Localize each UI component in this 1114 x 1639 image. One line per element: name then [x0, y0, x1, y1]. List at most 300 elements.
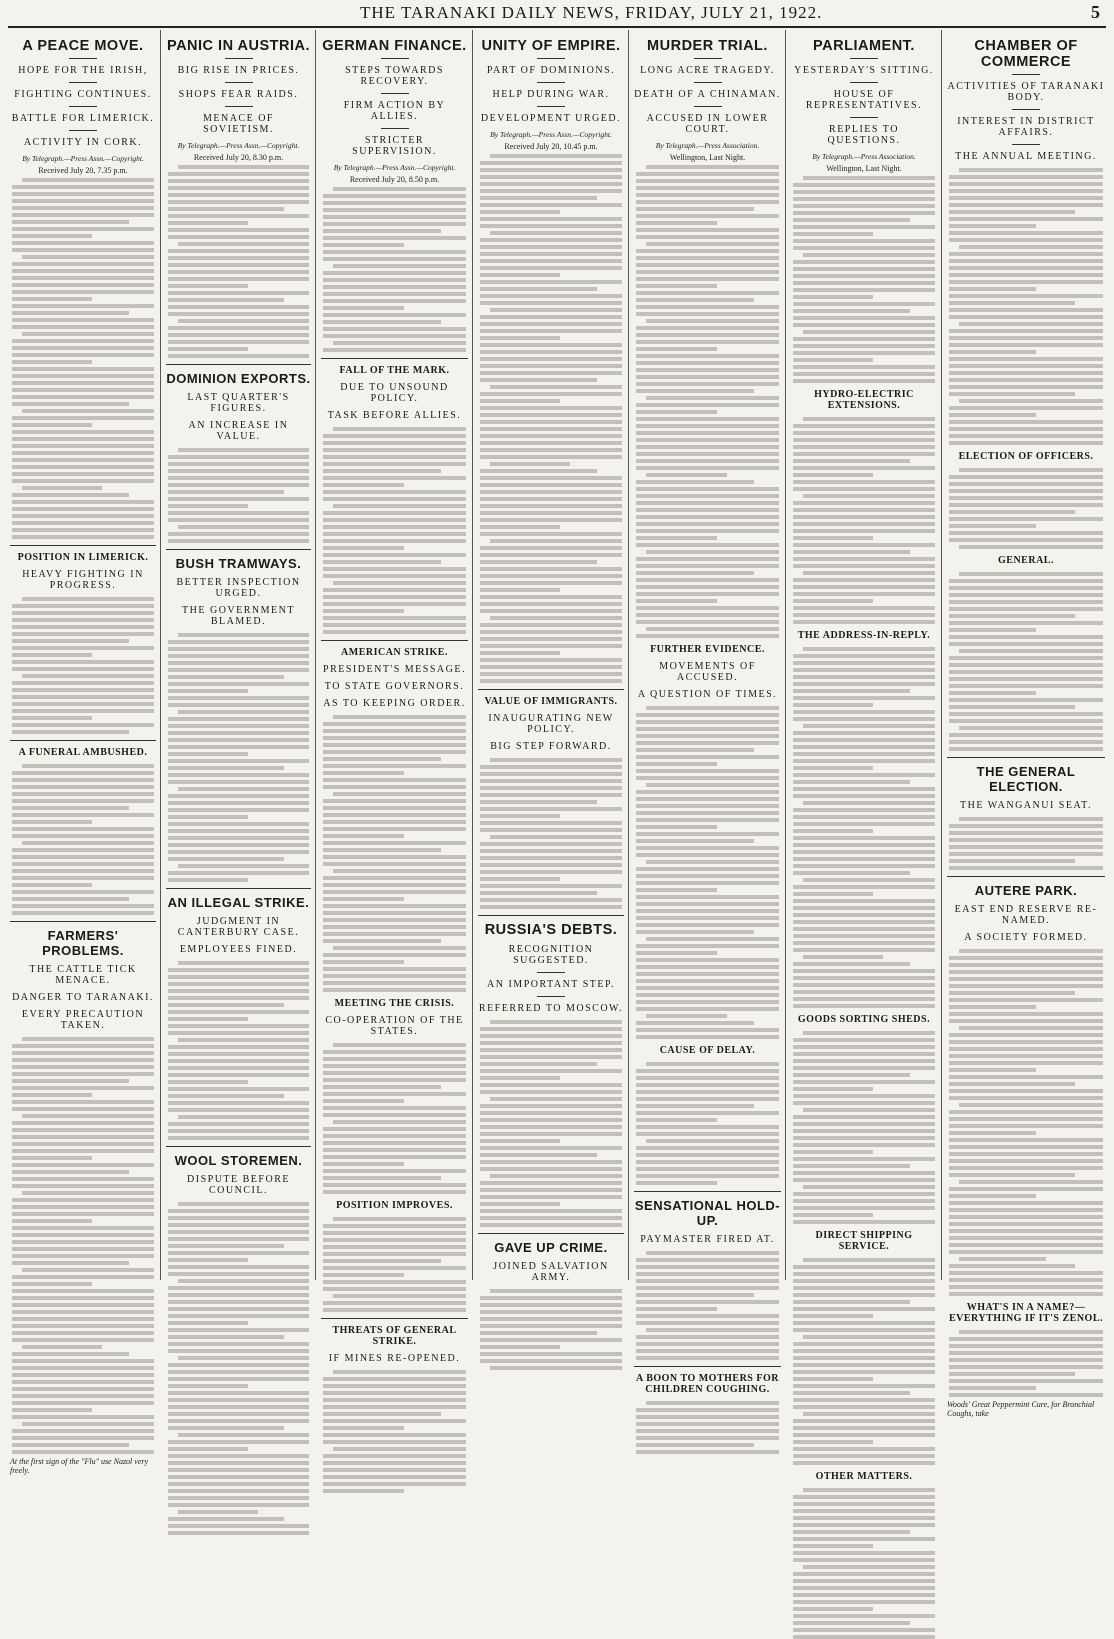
- text-line: [793, 564, 935, 568]
- text-line: [168, 1482, 309, 1486]
- text-line: [168, 668, 309, 672]
- text-line: [636, 1000, 779, 1004]
- text-line: [949, 831, 1103, 835]
- text-line: [949, 1089, 1103, 1093]
- text-line: [323, 1183, 466, 1187]
- headline: CHAMBER OF COMMERCE: [974, 38, 1078, 70]
- text-line: [636, 480, 754, 484]
- text-line: [323, 799, 466, 803]
- text-line: [480, 595, 622, 599]
- text-line: [12, 1065, 154, 1069]
- text-line: [480, 1310, 622, 1314]
- text-line: [793, 1115, 935, 1119]
- text-line: [793, 899, 935, 903]
- text-line: [636, 790, 779, 794]
- text-line: [178, 1279, 309, 1283]
- text-line: [949, 538, 1103, 542]
- text-line: [323, 1155, 466, 1159]
- text-line: [793, 864, 935, 868]
- text-line: [168, 1419, 309, 1423]
- text-line: [323, 1134, 466, 1138]
- text-line: [480, 301, 622, 305]
- text-line: [480, 863, 622, 867]
- deck: INTEREST IN DISTRICT AFFAIRS.: [957, 116, 1095, 138]
- text-line: [12, 1282, 92, 1286]
- text-line: [480, 427, 622, 431]
- text-line: [949, 315, 1103, 319]
- text-line: [168, 284, 248, 288]
- section-sub: DISPUTE BEFORE COUNCIL.: [187, 1174, 290, 1196]
- text-line: [12, 890, 154, 894]
- text-line: [12, 862, 154, 866]
- text-line: [636, 1125, 779, 1129]
- text-line: [323, 539, 466, 543]
- deck: BATTLE FOR LIMERICK.: [11, 113, 155, 124]
- text-line: [12, 855, 154, 859]
- text-line: [949, 203, 1103, 207]
- text-line: [480, 497, 622, 501]
- deck: MENACE OF SOVIETISM.: [202, 113, 274, 135]
- text-line: [949, 1337, 1103, 1341]
- text-line: [959, 572, 1103, 576]
- text-line: [793, 1150, 873, 1154]
- text-line: [793, 829, 873, 833]
- text-line: [480, 574, 622, 578]
- text-line: [12, 911, 154, 915]
- text-line: [178, 1115, 309, 1119]
- deck: YESTERDAY'S SITTING.: [794, 65, 934, 76]
- text-line: [168, 326, 309, 330]
- text-line: [636, 599, 717, 603]
- section-sub: THE WANGANUI SEAT.: [960, 800, 1092, 811]
- text-line: [636, 536, 717, 540]
- text-line: [636, 459, 779, 463]
- text-line: [480, 772, 622, 776]
- text-line: [480, 1324, 622, 1328]
- text-line: [793, 1593, 935, 1597]
- text-line: [333, 581, 466, 585]
- text-line: [323, 1287, 466, 1291]
- text-line: [323, 1050, 466, 1054]
- text-line: [793, 1509, 935, 1513]
- text-line: [12, 1233, 154, 1237]
- text-line: [12, 1247, 154, 1251]
- text-line: [793, 871, 910, 875]
- article-body: [478, 154, 624, 683]
- text-line: [168, 1342, 309, 1346]
- text-line: [793, 515, 935, 519]
- text-line: [636, 804, 779, 808]
- text-line: [323, 271, 466, 275]
- text-line: [323, 448, 466, 452]
- text-line: [12, 241, 154, 245]
- text-line: [168, 696, 309, 700]
- text-line: [793, 351, 935, 355]
- column-divider: [160, 30, 161, 1280]
- section-sub: RECOGNITION SUGGESTED.: [508, 944, 594, 966]
- text-line: [949, 1012, 1103, 1016]
- text-line: [22, 332, 154, 336]
- text-line: [323, 292, 466, 296]
- text-line: [12, 374, 154, 378]
- text-line: [168, 871, 309, 875]
- text-line: [480, 828, 622, 832]
- text-line: [803, 1185, 935, 1189]
- text-line: [12, 269, 154, 273]
- text-line: [636, 720, 779, 724]
- text-line: [480, 786, 622, 790]
- text-line: [323, 981, 466, 985]
- text-line: [636, 592, 779, 596]
- text-line: [636, 172, 779, 176]
- text-line: [949, 1358, 1103, 1362]
- text-line: [949, 489, 1103, 493]
- text-line: [480, 884, 622, 888]
- text-line: [12, 730, 129, 734]
- text-line: [636, 748, 754, 752]
- text-line: [323, 750, 466, 754]
- text-line: [12, 283, 154, 287]
- text-line: [636, 501, 779, 505]
- text-line: [333, 1120, 466, 1124]
- text-line: [646, 319, 779, 323]
- text-line: [636, 727, 779, 731]
- text-line: [178, 633, 309, 637]
- text-line: [168, 975, 309, 979]
- text-line: [323, 602, 466, 606]
- text-line: [793, 1038, 935, 1042]
- text-line: [793, 1206, 935, 1210]
- deck: HOUSE OF REPRESENTATIVES.: [805, 89, 923, 111]
- text-line: [636, 508, 779, 512]
- text-line: [636, 1160, 779, 1164]
- text-line: [168, 497, 309, 501]
- text-line: [12, 660, 154, 664]
- text-line: [949, 607, 1103, 611]
- text-line: [323, 1231, 466, 1235]
- text-line: [480, 1202, 560, 1206]
- text-line: [323, 1301, 466, 1305]
- text-line: [793, 613, 935, 617]
- text-line: [949, 593, 1103, 597]
- text-line: [168, 1454, 309, 1458]
- text-line: [480, 1118, 622, 1122]
- text-line: [949, 364, 1103, 368]
- text-line: [636, 1035, 779, 1039]
- text-line: [480, 1139, 560, 1143]
- text-line: [168, 829, 309, 833]
- text-line: [793, 585, 935, 589]
- text-line: [168, 738, 309, 742]
- deck: PART OF DOMINIONS.: [486, 65, 616, 76]
- text-line: [636, 965, 779, 969]
- text-line: [12, 1254, 154, 1258]
- text-line: [168, 857, 284, 861]
- text-line: [323, 904, 466, 908]
- text-line: [793, 1307, 935, 1311]
- advert-note: At the first sign of the "Flu" use Nazol very freely.: [10, 1457, 149, 1475]
- text-line: [793, 480, 935, 484]
- text-line: [793, 843, 935, 847]
- text-line: [793, 1551, 935, 1555]
- text-line: [323, 890, 466, 894]
- headline: MURDER TRIAL.: [647, 38, 768, 54]
- text-line: [12, 472, 154, 476]
- text-line: [949, 510, 1075, 514]
- text-line: [646, 165, 779, 169]
- text-line: [636, 979, 779, 983]
- text-line: [949, 308, 1103, 312]
- text-line: [168, 340, 309, 344]
- text-line: [636, 494, 779, 498]
- text-line: [168, 850, 309, 854]
- section-title: AMERICAN STRIKE.: [341, 647, 448, 658]
- text-line: [323, 455, 466, 459]
- text-line: [636, 776, 779, 780]
- text-line: [333, 187, 466, 191]
- text-line: [793, 302, 935, 306]
- text-line: [636, 1307, 717, 1311]
- text-line: [480, 800, 597, 804]
- text-line: [323, 757, 441, 761]
- article-body: [947, 168, 1105, 445]
- text-line: [12, 1219, 92, 1223]
- text-line: [636, 270, 779, 274]
- text-line: [323, 1454, 466, 1458]
- text-line: [168, 640, 309, 644]
- text-line: [178, 525, 309, 529]
- text-line: [168, 1524, 309, 1528]
- article-body: [166, 165, 311, 358]
- text-line: [480, 1216, 622, 1220]
- text-line: [636, 403, 779, 407]
- text-line: [949, 266, 1103, 270]
- text-line: [323, 327, 466, 331]
- text-line: [168, 291, 309, 295]
- text-line: [12, 827, 154, 831]
- text-line: [12, 771, 154, 775]
- deck: ACTIVITY IN CORK.: [23, 137, 143, 148]
- text-line: [636, 1408, 779, 1412]
- deck: HOPE FOR THE IRISH,: [18, 65, 148, 76]
- text-line: [480, 1146, 622, 1150]
- text-line: [636, 1028, 779, 1032]
- text-line: [793, 941, 935, 945]
- text-line: [949, 970, 1103, 974]
- text-line: [12, 688, 154, 692]
- text-line: [168, 731, 309, 735]
- text-line: [793, 1363, 935, 1367]
- text-line: [480, 779, 622, 783]
- text-line: [168, 654, 309, 658]
- text-line: [949, 1159, 1103, 1163]
- column-divider: [472, 30, 473, 1280]
- text-line: [636, 1111, 779, 1115]
- text-line: [12, 465, 154, 469]
- text-line: [949, 677, 1103, 681]
- text-line: [490, 1289, 622, 1293]
- text-line: [636, 277, 779, 281]
- text-line: [168, 333, 309, 337]
- text-line: [949, 524, 1036, 528]
- text-line: [480, 1090, 622, 1094]
- article-body: [791, 1488, 937, 1639]
- text-line: [168, 455, 309, 459]
- text-line: [178, 1202, 309, 1206]
- text-line: [12, 1415, 154, 1419]
- text-line: [793, 1279, 935, 1283]
- text-line: [168, 1286, 309, 1290]
- text-line: [949, 259, 1103, 263]
- text-line: [323, 1384, 466, 1388]
- text-line: [636, 333, 779, 337]
- text-line: [323, 764, 466, 768]
- text-line: [168, 1244, 284, 1248]
- text-line: [793, 1600, 935, 1604]
- text-line: [168, 221, 248, 225]
- article-body: [10, 178, 156, 539]
- text-line: [480, 266, 622, 270]
- text-line: [168, 1300, 309, 1304]
- text-line: [12, 1324, 154, 1328]
- text-line: [12, 1380, 154, 1384]
- text-line: [646, 627, 779, 631]
- text-line: [480, 623, 622, 627]
- text-line: [793, 1495, 935, 1499]
- text-line: [323, 313, 466, 317]
- text-line: [949, 684, 1103, 688]
- wire-credit: By Telegraph.—Press Assn.—Copyright.: [177, 141, 300, 150]
- text-line: [949, 182, 1103, 186]
- text-line: [12, 1177, 154, 1181]
- section-title: GENERAL.: [998, 555, 1054, 566]
- text-line: [168, 1321, 248, 1325]
- text-line: [480, 490, 622, 494]
- text-line: [636, 1422, 779, 1426]
- text-line: [949, 1054, 1103, 1058]
- column-divider: [315, 30, 316, 1280]
- text-line: [168, 249, 309, 253]
- text-line: [949, 224, 1036, 228]
- text-line: [168, 1265, 309, 1269]
- text-line: [793, 1300, 910, 1304]
- text-line: [949, 210, 1075, 214]
- text-line: [949, 217, 1103, 221]
- text-line: [12, 514, 154, 518]
- text-line: [793, 1516, 935, 1520]
- text-line: [12, 1079, 129, 1083]
- text-line: [323, 462, 466, 466]
- text-line: [793, 969, 935, 973]
- article-body: [634, 1251, 781, 1360]
- text-line: [12, 1303, 154, 1307]
- section-sub: TASK BEFORE ALLIES.: [327, 410, 462, 421]
- text-line: [323, 848, 441, 852]
- section-sub: INAUGURATING NEW POLICY.: [488, 713, 614, 735]
- section-title: OTHER MATTERS.: [815, 1471, 913, 1482]
- text-line: [168, 1384, 248, 1388]
- text-line: [636, 193, 779, 197]
- text-line: [803, 955, 883, 959]
- text-line: [323, 348, 466, 352]
- text-line: [12, 820, 92, 824]
- text-line: [803, 1031, 935, 1035]
- text-line: [793, 703, 873, 707]
- text-line: [636, 839, 754, 843]
- text-line: [793, 1454, 935, 1458]
- text-line: [333, 341, 466, 345]
- text-line: [803, 1565, 935, 1569]
- text-line: [949, 1110, 1103, 1114]
- text-line: [636, 1415, 779, 1419]
- text-line: [323, 320, 441, 324]
- text-line: [323, 194, 466, 198]
- text-line: [12, 248, 154, 252]
- text-line: [793, 773, 935, 777]
- text-line: [168, 347, 248, 351]
- text-line: [636, 867, 779, 871]
- text-line: [22, 1114, 154, 1118]
- text-line: [323, 1127, 466, 1131]
- text-line: [12, 325, 154, 329]
- text-line: [793, 438, 935, 442]
- text-line: [646, 473, 727, 477]
- text-line: [636, 585, 779, 589]
- text-line: [323, 1377, 466, 1381]
- text-line: [793, 323, 935, 327]
- text-line: [636, 1356, 779, 1360]
- text-line: [168, 511, 309, 515]
- text-line: [949, 628, 1036, 632]
- text-line: [480, 448, 622, 452]
- text-line: [636, 515, 779, 519]
- text-line: [168, 193, 309, 197]
- text-line: [949, 482, 1103, 486]
- text-line: [323, 525, 466, 529]
- text-line: [636, 375, 779, 379]
- text-line: [490, 308, 622, 312]
- text-line: [949, 1208, 1103, 1212]
- text-line: [949, 1075, 1103, 1079]
- text-line: [959, 545, 1103, 549]
- text-line: [168, 1370, 309, 1374]
- text-line: [949, 427, 1103, 431]
- text-line: [480, 765, 622, 769]
- section-headline: FARMERS' PROBLEMS.: [42, 928, 124, 958]
- text-line: [168, 518, 309, 522]
- text-line: [12, 1044, 154, 1048]
- text-line: [793, 1433, 935, 1437]
- text-line: [480, 294, 622, 298]
- section-sub: MOVEMENTS OF ACCUSED.: [659, 661, 756, 683]
- text-line: [949, 621, 1103, 625]
- text-line: [323, 588, 466, 592]
- text-line: [12, 1072, 154, 1076]
- text-line: [793, 316, 935, 320]
- text-line: [12, 206, 154, 210]
- article-body: [478, 1020, 624, 1227]
- text-line: [12, 318, 154, 322]
- text-line: [949, 670, 1103, 674]
- text-line: [949, 1365, 1103, 1369]
- text-line: [949, 852, 1103, 856]
- text-line: [12, 611, 154, 615]
- text-line: [793, 1635, 935, 1639]
- text-line: [636, 762, 717, 766]
- article-body: [321, 1043, 468, 1194]
- text-line: [636, 1279, 779, 1283]
- text-line: [636, 1293, 754, 1297]
